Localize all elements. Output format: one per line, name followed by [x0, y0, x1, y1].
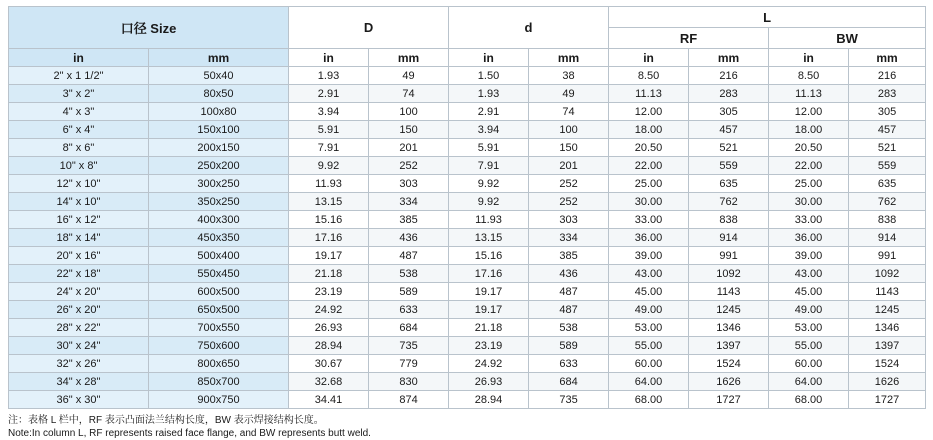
cell-bw-in: 8.50: [769, 67, 849, 85]
cell-outer-mm: 150: [369, 121, 449, 139]
cell-outer-in: 30.67: [289, 355, 369, 373]
cell-bw-in: 18.00: [769, 121, 849, 139]
cell-bw-mm: 1092: [849, 265, 926, 283]
cell-size-mm: 650x500: [149, 301, 289, 319]
cell-size-in: 12" x 10": [9, 175, 149, 193]
cell-inner-mm: 252: [529, 193, 609, 211]
cell-size-mm: 450x350: [149, 229, 289, 247]
cell-size-in: 26" x 20": [9, 301, 149, 319]
table-row: [9, 265, 926, 283]
cell-bw-mm: 216: [849, 67, 926, 85]
cell-size-in: 30" x 24": [9, 337, 149, 355]
cell-inner-in: 2.91: [449, 103, 529, 121]
cell-size-mm: 100x80: [149, 103, 289, 121]
cell-bw-in: 30.00: [769, 193, 849, 211]
cell-bw-in: 64.00: [769, 373, 849, 391]
cell-bw-in: 55.00: [769, 337, 849, 355]
cell-outer-mm: 538: [369, 265, 449, 283]
cell-rf-in: 12.00: [609, 103, 689, 121]
cell-inner-mm: 49: [529, 85, 609, 103]
cell-inner-in: 3.94: [449, 121, 529, 139]
cell-bw-in: 12.00: [769, 103, 849, 121]
cell-size-in: 18" x 14": [9, 229, 149, 247]
cell-rf-mm: 1397: [689, 337, 769, 355]
cell-outer-mm: 735: [369, 337, 449, 355]
cell-bw-in: 22.00: [769, 157, 849, 175]
cell-rf-in: 68.00: [609, 391, 689, 409]
table-row: [9, 121, 926, 139]
cell-outer-mm: 874: [369, 391, 449, 409]
cell-inner-mm: 385: [529, 247, 609, 265]
cell-bw-mm: 457: [849, 121, 926, 139]
table-row: [9, 157, 926, 175]
table-row: [9, 319, 926, 337]
cell-bw-mm: 1626: [849, 373, 926, 391]
cell-rf-in: 22.00: [609, 157, 689, 175]
cell-bw-mm: 1397: [849, 337, 926, 355]
cell-bw-mm: 305: [849, 103, 926, 121]
cell-rf-in: 43.00: [609, 265, 689, 283]
cell-outer-in: 34.41: [289, 391, 369, 409]
cell-rf-mm: 1727: [689, 391, 769, 409]
cell-outer-mm: 684: [369, 319, 449, 337]
cell-rf-in: 20.50: [609, 139, 689, 157]
cell-rf-mm: 762: [689, 193, 769, 211]
cell-outer-mm: 487: [369, 247, 449, 265]
cell-inner-mm: 436: [529, 265, 609, 283]
unit-inner-in: in: [449, 49, 529, 67]
cell-outer-in: 9.92: [289, 157, 369, 175]
cell-rf-in: 18.00: [609, 121, 689, 139]
cell-inner-mm: 334: [529, 229, 609, 247]
cell-inner-in: 19.17: [449, 283, 529, 301]
cell-size-mm: 800x650: [149, 355, 289, 373]
cell-inner-mm: 684: [529, 373, 609, 391]
cell-size-mm: 150x100: [149, 121, 289, 139]
cell-size-mm: 700x550: [149, 319, 289, 337]
cell-bw-mm: 991: [849, 247, 926, 265]
table-row: [9, 193, 926, 211]
cell-outer-mm: 252: [369, 157, 449, 175]
unit-row: [9, 49, 926, 67]
cell-size-in: 32" x 26": [9, 355, 149, 373]
cell-inner-mm: 487: [529, 301, 609, 319]
cell-rf-mm: 1143: [689, 283, 769, 301]
cell-size-mm: 750x600: [149, 337, 289, 355]
cell-size-in: 20" x 16": [9, 247, 149, 265]
cell-inner-in: 1.93: [449, 85, 529, 103]
unit-bw-mm: mm: [849, 49, 926, 67]
table-row: [9, 67, 926, 85]
cell-size-in: 2" x 1 1/2": [9, 67, 149, 85]
table-row: [9, 391, 926, 409]
cell-inner-in: 28.94: [449, 391, 529, 409]
cell-inner-in: 1.50: [449, 67, 529, 85]
cell-inner-mm: 735: [529, 391, 609, 409]
cell-inner-mm: 38: [529, 67, 609, 85]
table-row: [9, 103, 926, 121]
cell-rf-in: 53.00: [609, 319, 689, 337]
cell-outer-in: 19.17: [289, 247, 369, 265]
cell-bw-in: 68.00: [769, 391, 849, 409]
cell-size-mm: 80x50: [149, 85, 289, 103]
cell-outer-in: 32.68: [289, 373, 369, 391]
table-row: [9, 355, 926, 373]
cell-size-mm: 200x150: [149, 139, 289, 157]
cell-bw-in: 20.50: [769, 139, 849, 157]
cell-outer-in: 17.16: [289, 229, 369, 247]
cell-bw-in: 36.00: [769, 229, 849, 247]
cell-bw-mm: 838: [849, 211, 926, 229]
cell-outer-mm: 74: [369, 85, 449, 103]
bw-header: BW: [769, 28, 926, 49]
table-row: [9, 139, 926, 157]
cell-inner-mm: 100: [529, 121, 609, 139]
table-row: [9, 211, 926, 229]
cell-size-in: 4" x 3": [9, 103, 149, 121]
cell-rf-in: 39.00: [609, 247, 689, 265]
cell-bw-in: 25.00: [769, 175, 849, 193]
cell-inner-mm: 252: [529, 175, 609, 193]
cell-size-mm: 400x300: [149, 211, 289, 229]
cell-outer-in: 7.91: [289, 139, 369, 157]
cell-inner-mm: 538: [529, 319, 609, 337]
cell-outer-mm: 633: [369, 301, 449, 319]
table-row: [9, 175, 926, 193]
unit-inner-mm: mm: [529, 49, 609, 67]
cell-size-in: 34" x 28": [9, 373, 149, 391]
cell-inner-mm: 201: [529, 157, 609, 175]
cell-bw-in: 39.00: [769, 247, 849, 265]
dimension-table: [8, 6, 926, 409]
table-row: [9, 337, 926, 355]
cell-bw-mm: 521: [849, 139, 926, 157]
length-header: L: [609, 7, 926, 28]
cell-bw-mm: 1346: [849, 319, 926, 337]
cell-inner-in: 21.18: [449, 319, 529, 337]
cell-bw-mm: 559: [849, 157, 926, 175]
cell-rf-mm: 838: [689, 211, 769, 229]
cell-bw-mm: 1524: [849, 355, 926, 373]
cell-bw-mm: 1143: [849, 283, 926, 301]
unit-rf-mm: mm: [689, 49, 769, 67]
cell-rf-mm: 216: [689, 67, 769, 85]
cell-outer-mm: 303: [369, 175, 449, 193]
cell-rf-mm: 1245: [689, 301, 769, 319]
cell-rf-in: 11.13: [609, 85, 689, 103]
cell-outer-mm: 436: [369, 229, 449, 247]
cell-outer-mm: 49: [369, 67, 449, 85]
cell-bw-in: 43.00: [769, 265, 849, 283]
table-row: [9, 301, 926, 319]
cell-inner-in: 17.16: [449, 265, 529, 283]
cell-size-mm: 850x700: [149, 373, 289, 391]
cell-bw-mm: 1245: [849, 301, 926, 319]
cell-bw-in: 33.00: [769, 211, 849, 229]
cell-outer-in: 24.92: [289, 301, 369, 319]
cell-rf-in: 64.00: [609, 373, 689, 391]
cell-rf-in: 30.00: [609, 193, 689, 211]
cell-inner-in: 26.93: [449, 373, 529, 391]
outer-diameter-header: D: [289, 7, 449, 49]
note-english: Note:In column L, RF represents raised face flange, and BW represents butt weld.: [8, 428, 371, 439]
cell-rf-mm: 457: [689, 121, 769, 139]
cell-inner-mm: 589: [529, 337, 609, 355]
rf-header: RF: [609, 28, 769, 49]
cell-inner-in: 5.91: [449, 139, 529, 157]
cell-rf-in: 60.00: [609, 355, 689, 373]
cell-size-in: 16" x 12": [9, 211, 149, 229]
cell-rf-in: 55.00: [609, 337, 689, 355]
cell-inner-mm: 303: [529, 211, 609, 229]
cell-size-mm: 350x250: [149, 193, 289, 211]
cell-outer-in: 1.93: [289, 67, 369, 85]
unit-outer-mm: mm: [369, 49, 449, 67]
cell-inner-in: 19.17: [449, 301, 529, 319]
cell-rf-in: 33.00: [609, 211, 689, 229]
cell-rf-mm: 305: [689, 103, 769, 121]
cell-inner-mm: 74: [529, 103, 609, 121]
cell-rf-mm: 1524: [689, 355, 769, 373]
cell-rf-in: 49.00: [609, 301, 689, 319]
cell-outer-mm: 589: [369, 283, 449, 301]
cell-size-in: 3" x 2": [9, 85, 149, 103]
cell-size-in: 22" x 18": [9, 265, 149, 283]
cell-bw-mm: 762: [849, 193, 926, 211]
cell-size-mm: 300x250: [149, 175, 289, 193]
cell-size-in: 10" x 8": [9, 157, 149, 175]
cell-inner-in: 24.92: [449, 355, 529, 373]
cell-rf-mm: 991: [689, 247, 769, 265]
cell-outer-in: 3.94: [289, 103, 369, 121]
unit-size-in: in: [9, 49, 149, 67]
cell-size-mm: 50x40: [149, 67, 289, 85]
cell-size-in: 36" x 30": [9, 391, 149, 409]
unit-bw-in: in: [769, 49, 849, 67]
cell-inner-mm: 150: [529, 139, 609, 157]
header-group-row: [9, 7, 926, 28]
cell-outer-mm: 830: [369, 373, 449, 391]
cell-inner-in: 9.92: [449, 193, 529, 211]
cell-inner-in: 7.91: [449, 157, 529, 175]
cell-outer-in: 13.15: [289, 193, 369, 211]
cell-bw-in: 11.13: [769, 85, 849, 103]
cell-size-in: 6" x 4": [9, 121, 149, 139]
cell-size-in: 28" x 22": [9, 319, 149, 337]
cell-bw-mm: 1727: [849, 391, 926, 409]
cell-outer-in: 11.93: [289, 175, 369, 193]
cell-outer-in: 5.91: [289, 121, 369, 139]
cell-inner-in: 13.15: [449, 229, 529, 247]
note-chinese: 注：表格 L 栏中，RF 表示凸面法兰结构长度，BW 表示焊接结构长度。: [8, 415, 324, 426]
unit-outer-in: in: [289, 49, 369, 67]
inner-diameter-header: d: [449, 7, 609, 49]
cell-size-in: 14" x 10": [9, 193, 149, 211]
footnotes: [8, 414, 925, 440]
cell-outer-in: 15.16: [289, 211, 369, 229]
cell-size-in: 24" x 20": [9, 283, 149, 301]
cell-inner-in: 15.16: [449, 247, 529, 265]
cell-outer-mm: 334: [369, 193, 449, 211]
unit-rf-in: in: [609, 49, 689, 67]
cell-inner-mm: 487: [529, 283, 609, 301]
cell-outer-in: 23.19: [289, 283, 369, 301]
cell-bw-mm: 283: [849, 85, 926, 103]
cell-size-mm: 600x500: [149, 283, 289, 301]
cell-bw-in: 45.00: [769, 283, 849, 301]
size-header: 口径 Size: [9, 7, 289, 49]
cell-rf-mm: 1092: [689, 265, 769, 283]
cell-size-mm: 900x750: [149, 391, 289, 409]
cell-size-mm: 550x450: [149, 265, 289, 283]
cell-bw-mm: 914: [849, 229, 926, 247]
cell-outer-in: 2.91: [289, 85, 369, 103]
cell-inner-in: 23.19: [449, 337, 529, 355]
cell-bw-mm: 635: [849, 175, 926, 193]
table-row: [9, 229, 926, 247]
cell-rf-in: 25.00: [609, 175, 689, 193]
cell-rf-mm: 521: [689, 139, 769, 157]
cell-outer-mm: 385: [369, 211, 449, 229]
cell-rf-mm: 1346: [689, 319, 769, 337]
unit-size-mm: mm: [149, 49, 289, 67]
table-body: [9, 67, 926, 409]
cell-rf-mm: 283: [689, 85, 769, 103]
cell-outer-in: 21.18: [289, 265, 369, 283]
cell-outer-mm: 201: [369, 139, 449, 157]
cell-rf-mm: 559: [689, 157, 769, 175]
table-row: [9, 373, 926, 391]
cell-rf-in: 8.50: [609, 67, 689, 85]
cell-outer-mm: 779: [369, 355, 449, 373]
cell-rf-in: 36.00: [609, 229, 689, 247]
cell-size-mm: 250x200: [149, 157, 289, 175]
cell-bw-in: 49.00: [769, 301, 849, 319]
cell-outer-mm: 100: [369, 103, 449, 121]
table-row: [9, 85, 926, 103]
cell-rf-in: 45.00: [609, 283, 689, 301]
cell-rf-mm: 635: [689, 175, 769, 193]
table-header: [9, 7, 926, 67]
cell-outer-in: 28.94: [289, 337, 369, 355]
cell-inner-mm: 633: [529, 355, 609, 373]
table-row: [9, 283, 926, 301]
cell-rf-mm: 914: [689, 229, 769, 247]
cell-inner-in: 11.93: [449, 211, 529, 229]
cell-rf-mm: 1626: [689, 373, 769, 391]
cell-bw-in: 60.00: [769, 355, 849, 373]
cell-size-mm: 500x400: [149, 247, 289, 265]
cell-bw-in: 53.00: [769, 319, 849, 337]
cell-outer-in: 26.93: [289, 319, 369, 337]
cell-inner-in: 9.92: [449, 175, 529, 193]
table-row: [9, 247, 926, 265]
cell-size-in: 8" x 6": [9, 139, 149, 157]
